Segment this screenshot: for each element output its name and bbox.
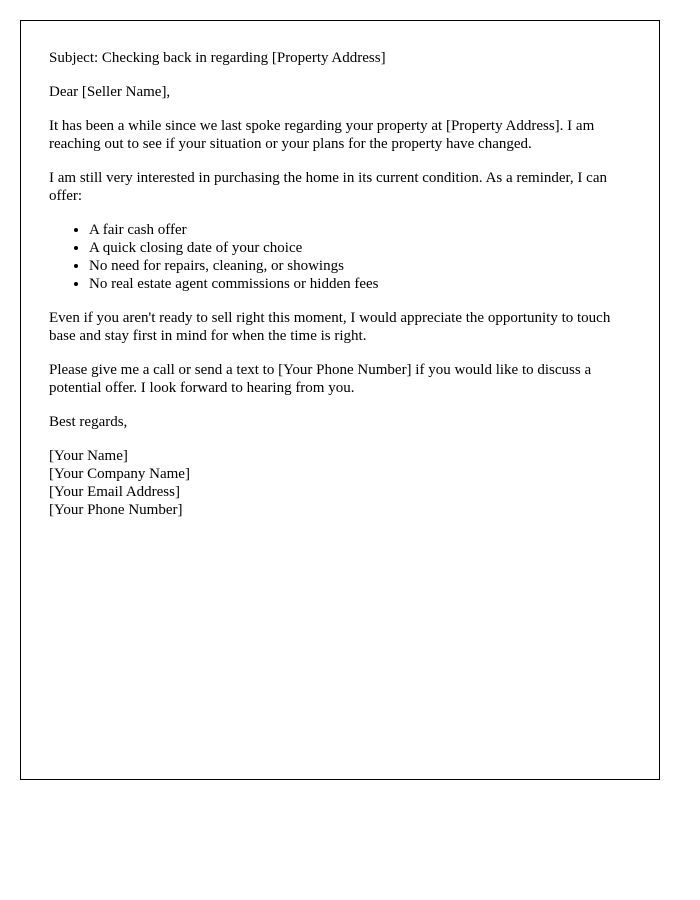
body-paragraph-contact: Please give me a call or send a text to [Your Phone Number] if you would like to discuss a potential offer. I look forward to hearing from you. xyxy=(49,362,592,396)
list-item: • A fair cash offer xyxy=(89,221,631,239)
list-item: • No real estate agent commissions or hidden fees xyxy=(89,275,631,293)
offer-list xyxy=(49,221,631,293)
body-paragraph-timing: Even if you aren't ready to sell right this moment, I would appreciate the opportunity to touch base and stay first in mind for when the time is right. xyxy=(49,310,611,344)
signature-name: [Your Name] xyxy=(49,448,128,464)
body-paragraph-intro: It has been a while since we last spoke regarding your property at [Property Address]. I am reaching out to see if your situation or your plans for the property have changed. xyxy=(49,118,595,152)
list-item: • A quick closing date of your choice xyxy=(89,239,631,257)
list-item: • No need for repairs, cleaning, or showings xyxy=(89,257,631,275)
subject-line: Subject: Checking back in regarding [Property Address] xyxy=(49,50,386,66)
signature-block xyxy=(49,447,631,519)
closing: Best regards, xyxy=(49,414,128,430)
signature-phone: [Your Phone Number] xyxy=(49,502,183,518)
greeting: Dear [Seller Name], xyxy=(49,84,171,100)
letter-page xyxy=(20,20,660,780)
signature-company: [Your Company Name] xyxy=(49,466,190,482)
signature-email: [Your Email Address] xyxy=(49,484,180,500)
body-paragraph-interest: I am still very interested in purchasing the home in its current condition. As a reminder, I can offer: xyxy=(49,170,607,204)
